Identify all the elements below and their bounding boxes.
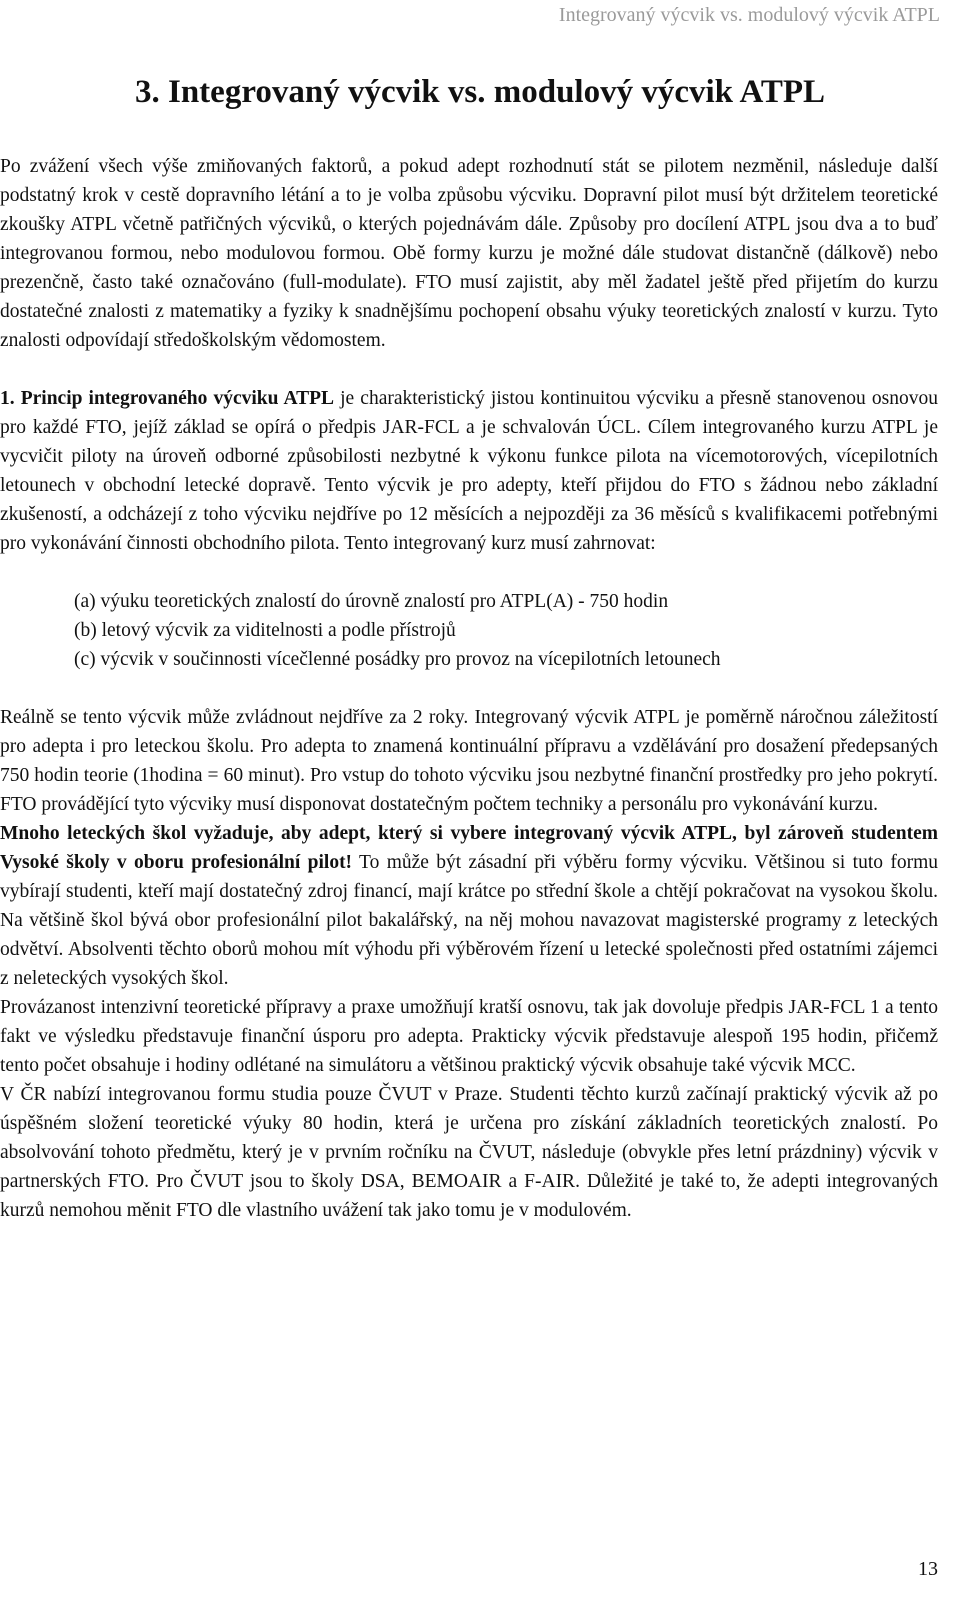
document-body: [0, 152, 938, 1225]
running-header: Integrovaný výcvik vs. modulový výcvik ATPL: [558, 4, 940, 26]
mnoho-bold-text: Mnoho leteckých škol vyžaduje, aby adept, který si vybere integrovaný výcvik ATPL, byl zároveň studentem Vysoké školy v oboru profesionální pilot!: [0, 823, 938, 873]
paragraph-gap: [0, 355, 938, 384]
section1-paragraph: [0, 384, 938, 558]
page-number: 13: [918, 1558, 938, 1580]
paragraph-gap: [0, 558, 938, 587]
list-item: (b) letový výcvik za viditelnosti a podle přístrojů: [74, 620, 456, 641]
curriculum-list: [74, 587, 938, 674]
intro-paragraph: Po zvážení všech výše zmiňovaných faktorů, a pokud adept rozhodnutí stát se pilotem nezměnil, následuje další podstatný krok v cestě dopravního létání a to je volba způsobu výcviku. Dopravní pilot musí být držitelem teoretické zkoušky ATPL včetně patřičných výcviků, o kterých pojednávám dále. Způsoby pro docílení ATPL jsou dva a to buď integrovanou formou, nebo modulovou formou. Obě formy kurzu je možné dále studovat distančně (dálkově) nebo prezenčně, často také označováno (full-modulate). FTO musí zajistit, aby měl žadatel ještě před přijetím do kurzu dostatečné znalosti z matematiky a fyziky k snadnějšímu pochopení obsahu výuky teoretických znalostí v kurzu. Tyto znalosti odpovídají středoškolským vědomostem.: [0, 156, 938, 351]
mnoho-paragraph: [0, 819, 938, 993]
list-item: (c) výcvik v součinnosti vícečlenné posádky pro provoz na vícepilotních letounech: [74, 649, 721, 670]
provazanost-paragraph: Provázanost intenzivní teoretické přípravy a praxe umožňují kratší osnovu, tak jak dovoluje předpis JAR-FCL 1 a tento fakt ve výsledku představuje finanční úsporu pro adepta. Prakticky výcvik představuje alespoň 195 hodin, přičemž tento počet obsahuje i hodiny odlétané na simulátoru a většinou praktický výcvik obsahuje také výcvik MCC.: [0, 997, 938, 1076]
realne-paragraph: Reálně se tento výcvik může zvládnout nejdříve za 2 roky. Integrovaný výcvik ATPL je poměrně náročnou záležitostí pro adepta i pro leteckou školu. Pro adepta to znamená kontinuální přípravu a vzdělávání pro dosažení předepsaných 750 hodin teorie (1hodina = 60 minut). Pro vstup do tohoto výcviku jsou nezbytné finanční prostředky pro jeho pokrytí. FTO provádějící tyto výcviky musí disponovat dostatečným počtem techniky a personálu pro vykonávání kurzu.: [0, 707, 938, 815]
section1-text: je charakteristický jistou kontinuitou výcviku a přesně stanovenou osnovou pro každé FTO, jejíž základ se opírá o předpis JAR-FCL a je schvalován ÚCL. Cílem integrovaného kurzu ATPL je vycvičit piloty na úroveň odborné způsobilosti nezbytné k výkonu funkce pilota na vícemotorových, vícepilotních letounech v obchodní letecké dopravě. Tento výcvik je pro adepty, kteří přijdou do FTO s žádnou nebo základní zkušeností, a odcházejí z toho výcviku nejdříve po 12 měsících a nejpozději za 36 měsíců s kvalifikacemi potřebnými pro vykonávání činnosti obchodního pilota. Tento integrovaný kurz musí zahrnovat:: [0, 388, 938, 554]
page-title: 3. Integrovaný výcvik vs. modulový výcvik ATPL: [134, 74, 826, 110]
section1-heading: 1. Princip integrovaného výcviku ATPL: [0, 388, 335, 409]
paragraph-gap: [0, 674, 938, 703]
mnoho-text: To může být zásadní při výběru formy výcviku. Většinou si tuto formu vybírají studenti, kteří mají dostatečný zdroj financí, mají krátce po střední škole a chtějí pokračovat na vysokou školu. Na většině škol bývá obor profesionální pilot bakalářský, na něj mohou navazovat magisterské programy z leteckých odvětví. Absolventi těchto oborů mohou mít výhodu při výběrovém řízení u letecké společnosti před ostatními zájemci z neleteckých vysokých škol.: [0, 852, 938, 989]
vcr-paragraph: V ČR nabízí integrovanou formu studia pouze ČVUT v Praze. Studenti těchto kurzů začínají praktický výcvik až po úspěšném složení teoretické výuky 80 hodin, která je určena pro získání základních teoretických znalostí. Po absolvování tohoto předmětu, který je v prvním ročníku na ČVUT, následuje (obvykle přes letní prázdniny) výcvik v partnerských FTO. Pro ČVUT jsou to školy DSA, BEMOAIR a F-AIR. Důležité je také to, že adepti integrovaných kurzů nemohou měnit FTO dle vlastního uvážení tak jako tomu je v modulovém.: [0, 1084, 938, 1221]
list-item: (a) výuku teoretických znalostí do úrovně znalostí pro ATPL(A) - 750 hodin: [74, 591, 669, 612]
